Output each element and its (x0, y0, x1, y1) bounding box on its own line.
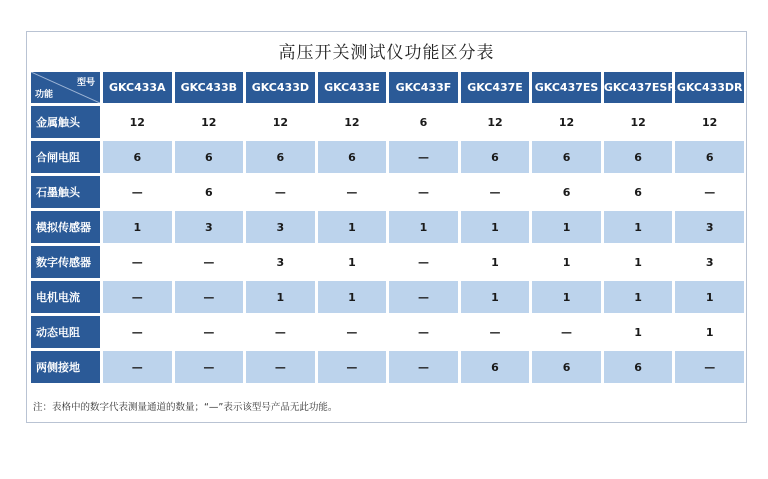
table-cell: 12 (675, 106, 744, 138)
table-cell: 12 (318, 106, 387, 138)
table-cell: 1 (604, 246, 673, 278)
table-cell: 6 (604, 176, 673, 208)
model-header: GKC433B (175, 72, 244, 103)
model-header: GKC433D (246, 72, 315, 103)
table-cell: 12 (604, 106, 673, 138)
table-cell: 1 (532, 211, 601, 243)
model-header: GKC437ES (532, 72, 601, 103)
table-cell: 1 (604, 281, 673, 313)
table-row (31, 176, 744, 208)
model-header: GKC433DR (675, 72, 744, 103)
table-cell: — (246, 176, 315, 208)
table-cell: 6 (675, 141, 744, 173)
corner-function-label: 功能 (35, 90, 54, 100)
table-cell: 6 (389, 106, 458, 138)
table-cell: 6 (461, 351, 530, 383)
table-cell: — (389, 316, 458, 348)
table-cell: 1 (389, 211, 458, 243)
table-cell: 6 (604, 141, 673, 173)
table-row (31, 281, 744, 313)
model-header: GKC433A (103, 72, 172, 103)
table-cell: 1 (318, 211, 387, 243)
table-row (31, 211, 744, 243)
table-cell: 6 (246, 141, 315, 173)
table-cell: — (246, 351, 315, 383)
table-cell: 6 (175, 141, 244, 173)
table-cell: 6 (532, 176, 601, 208)
table-cell: 1 (675, 281, 744, 313)
table-cell: 6 (461, 141, 530, 173)
table-row (31, 246, 744, 278)
table-cell: 3 (246, 211, 315, 243)
table-cell: — (246, 316, 315, 348)
table-cell: — (461, 316, 530, 348)
table-cell: 1 (461, 211, 530, 243)
row-label: 模拟传感器 (31, 211, 100, 243)
row-label: 两侧接地 (31, 351, 100, 383)
table-row (31, 106, 744, 138)
model-header: GKC437ESR (604, 72, 673, 103)
table-cell: 6 (175, 176, 244, 208)
table-cell: — (675, 351, 744, 383)
table-cell: — (318, 316, 387, 348)
table-row (31, 351, 744, 383)
row-label: 石墨触头 (31, 176, 100, 208)
function-table (28, 69, 747, 386)
table-cell: 6 (532, 141, 601, 173)
footnote: 注：表格中的数字代表测量通道的数量；“—”表示该型号产品无此功能。 (33, 402, 338, 413)
table-cell: 6 (103, 141, 172, 173)
table-cell: — (175, 316, 244, 348)
table-panel (26, 31, 747, 423)
table-row (31, 141, 744, 173)
page-title: 高压开关测试仪功能区分表 (278, 43, 495, 63)
table-cell: — (389, 281, 458, 313)
table-row (31, 316, 744, 348)
table-cell: 1 (604, 316, 673, 348)
row-label: 合闸电阻 (31, 141, 100, 173)
table-cell: 1 (318, 246, 387, 278)
table-cell: — (389, 176, 458, 208)
table-cell: — (103, 281, 172, 313)
row-label: 电机电流 (31, 281, 100, 313)
table-cell: — (675, 176, 744, 208)
table-body (31, 106, 744, 383)
corner-model-label: 型号 (76, 78, 95, 88)
table-cell: 12 (175, 106, 244, 138)
table-cell: — (103, 351, 172, 383)
table-cell: 1 (532, 246, 601, 278)
table-cell: 1 (318, 281, 387, 313)
table-cell: — (103, 316, 172, 348)
header-row (31, 72, 744, 103)
table-cell: — (389, 246, 458, 278)
table-cell: 6 (532, 351, 601, 383)
table-cell: 1 (604, 211, 673, 243)
table-cell: — (103, 176, 172, 208)
table-cell: — (175, 351, 244, 383)
table-cell: 1 (532, 281, 601, 313)
corner-cell (31, 72, 100, 103)
table-cell: 3 (675, 211, 744, 243)
table-cell: 1 (461, 281, 530, 313)
table-cell: 3 (675, 246, 744, 278)
row-label: 数字传感器 (31, 246, 100, 278)
table-cell: 12 (461, 106, 530, 138)
model-header: GKC437E (461, 72, 530, 103)
table-cell: 1 (461, 246, 530, 278)
table-cell: — (461, 176, 530, 208)
table-cell: — (389, 141, 458, 173)
table-cell: — (389, 351, 458, 383)
table-cell: — (318, 176, 387, 208)
table-cell: 1 (675, 316, 744, 348)
table-cell: 12 (103, 106, 172, 138)
table-cell: — (103, 246, 172, 278)
table-cell: — (175, 281, 244, 313)
table-cell: — (532, 316, 601, 348)
table-cell: 1 (103, 211, 172, 243)
table-cell: 6 (604, 351, 673, 383)
table-cell: 12 (246, 106, 315, 138)
model-header: GKC433E (318, 72, 387, 103)
table-cell: 6 (318, 141, 387, 173)
table-cell: 3 (246, 246, 315, 278)
row-label: 动态电阻 (31, 316, 100, 348)
table-cell: 3 (175, 211, 244, 243)
table-cell: — (318, 351, 387, 383)
table-cell: 12 (532, 106, 601, 138)
table-cell: — (175, 246, 244, 278)
table-cell: 1 (246, 281, 315, 313)
model-header: GKC433F (389, 72, 458, 103)
row-label: 金属触头 (31, 106, 100, 138)
